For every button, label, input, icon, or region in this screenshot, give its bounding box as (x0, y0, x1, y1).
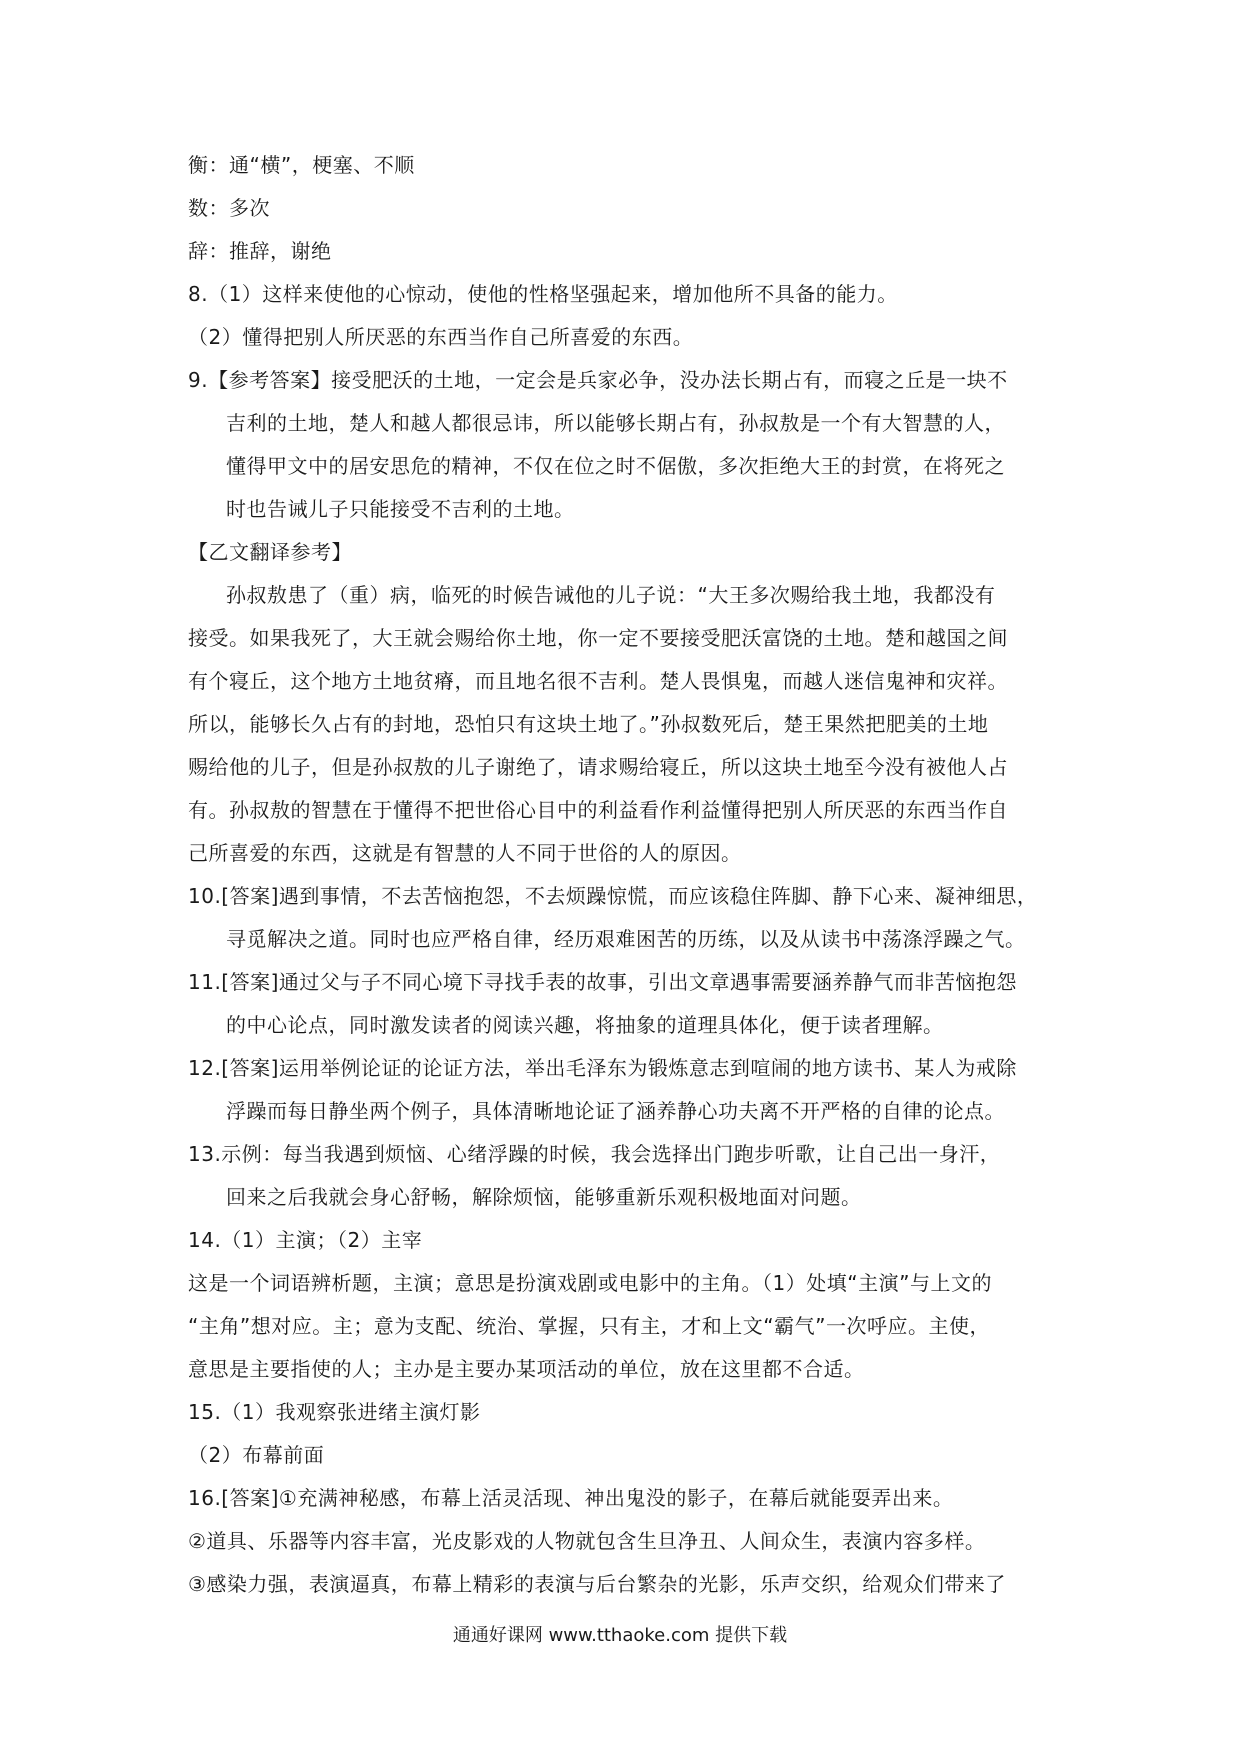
text-line: 时也告诫儿子只能接受不吉利的土地。 (226, 497, 575, 521)
text-line: 辞：推辞，谢绝 (188, 239, 332, 263)
text-line: 14.（1）主演；（2）主宰 (188, 1228, 423, 1252)
text-line: 接受。如果我死了，大王就会赐给你土地，你一定不要接受肥沃富饶的土地。楚和越国之间 (188, 626, 1008, 650)
text-line: 13.示例：每当我遇到烦恼、心绪浮躁的时候，我会选择出门跑步听歌，让自己出一身汗， (188, 1142, 1001, 1166)
text-line: 衡：通“横”，梗塞、不顺 (188, 153, 415, 177)
text-line: 意思是主要指使的人；主办是主要办某项活动的单位，放在这里都不合适。 (188, 1357, 865, 1381)
text-line: 10.[答案]遇到事情，不去苦恼抱怨，不去烦躁惊慌，而应该稳住阵脚、静下心来、凝神细思， (188, 884, 1038, 908)
text-line: 有。孙叔敖的智慧在于懂得不把世俗心目中的利益看作利益懂得把别人所厌恶的东西当作自 (188, 798, 1008, 822)
text-line: 浮躁而每日静坐两个例子，具体清晰地论证了涵养静心功夫离不开严格的自律的论点。 (226, 1099, 1005, 1123)
text-line: 有个寝丘，这个地方土地贫瘠，而且地名很不吉利。楚人畏惧鬼，而越人迷信鬼神和灾祥。 (188, 669, 1008, 693)
text-line: ③感染力强，表演逼真，布幕上精彩的表演与后台繁杂的光影，乐声交织，给观众们带来了 (188, 1572, 1006, 1596)
text-line: 数：多次 (188, 196, 270, 220)
text-line: 16.[答案]①充满神秘感，布幕上活灵活现、神出鬼没的影子，在幕后就能耍弄出来。 (188, 1486, 954, 1510)
text-line: 己所喜爱的东西，这就是有智慧的人不同于世俗的人的原因。 (188, 841, 742, 865)
page-footer: 通通好课网 www.tthaoke.com 提供下载 (452, 1625, 788, 1646)
text-line: 8.（1）这样来使他的心惊动，使他的性格坚强起来，增加他所不具备的能力。 (188, 282, 898, 306)
text-line: 回来之后我就会身心舒畅，解除烦恼，能够重新乐观积极地面对问题。 (226, 1185, 862, 1209)
text-line: 12.[答案]运用举例论证的论证方法，举出毛泽东为锻炼意志到喧闹的地方读书、某人为戒除 (188, 1056, 1017, 1080)
text-line: （2）布幕前面 (188, 1443, 325, 1467)
text-line: 懂得甲文中的居安思危的精神，不仅在位之时不倨傲，多次拒绝大王的封赏，在将死之 (226, 454, 1005, 478)
text-line: 的中心论点，同时激发读者的阅读兴趣，将抽象的道理具体化，便于读者理解。 (226, 1013, 944, 1037)
text-line: 所以，能够长久占有的封地，恐怕只有这块土地了。”孙叔数死后，楚王果然把肥美的土地 (188, 712, 989, 736)
text-line: 吉利的土地，楚人和越人都很忌讳，所以能够长期占有，孙叔敖是一个有大智慧的人， (226, 411, 1005, 435)
text-line: 寻觅解决之道。同时也应严格自律，经历艰难困苦的历练，以及从读书中荡涤浮躁之气。 (226, 927, 1026, 951)
text-line: 15.（1）我观察张进绪主演灯影 (188, 1400, 481, 1424)
text-line: “主角”想对应。主；意为支配、统治、掌握，只有主，才和上文“霸气”一次呼应。主使， (188, 1314, 990, 1338)
answer-text-body (188, 144, 1068, 1606)
text-line: 11.[答案]通过父与子不同心境下寻找手表的故事，引出文章遇事需要涵养静气而非苦恼抱怨 (188, 970, 1017, 994)
text-line: 孙叔敖患了（重）病，临死的时候告诫他的儿子说：“大王多次赐给我土地，我都没有 (226, 583, 996, 607)
section-heading: 【乙文翻译参考】 (188, 540, 352, 564)
text-line: 这是一个词语辨析题，主演；意思是扮演戏剧或电影中的主角。（1）处填“主演”与上文的 (188, 1271, 992, 1295)
text-line: 9.【参考答案】接受肥沃的土地，一定会是兵家必争，没办法长期占有，而寝之丘是一块不 (188, 368, 1008, 392)
text-line: ②道具、乐器等内容丰富，光皮影戏的人物就包含生旦净丑、人间众生，表演内容多样。 (188, 1529, 986, 1553)
text-line: 赐给他的儿子，但是孙叔敖的儿子谢绝了，请求赐给寝丘，所以这块土地至今没有被他人占 (188, 755, 1008, 779)
text-line: （2）懂得把别人所厌恶的东西当作自己所喜爱的东西。 (188, 325, 694, 349)
